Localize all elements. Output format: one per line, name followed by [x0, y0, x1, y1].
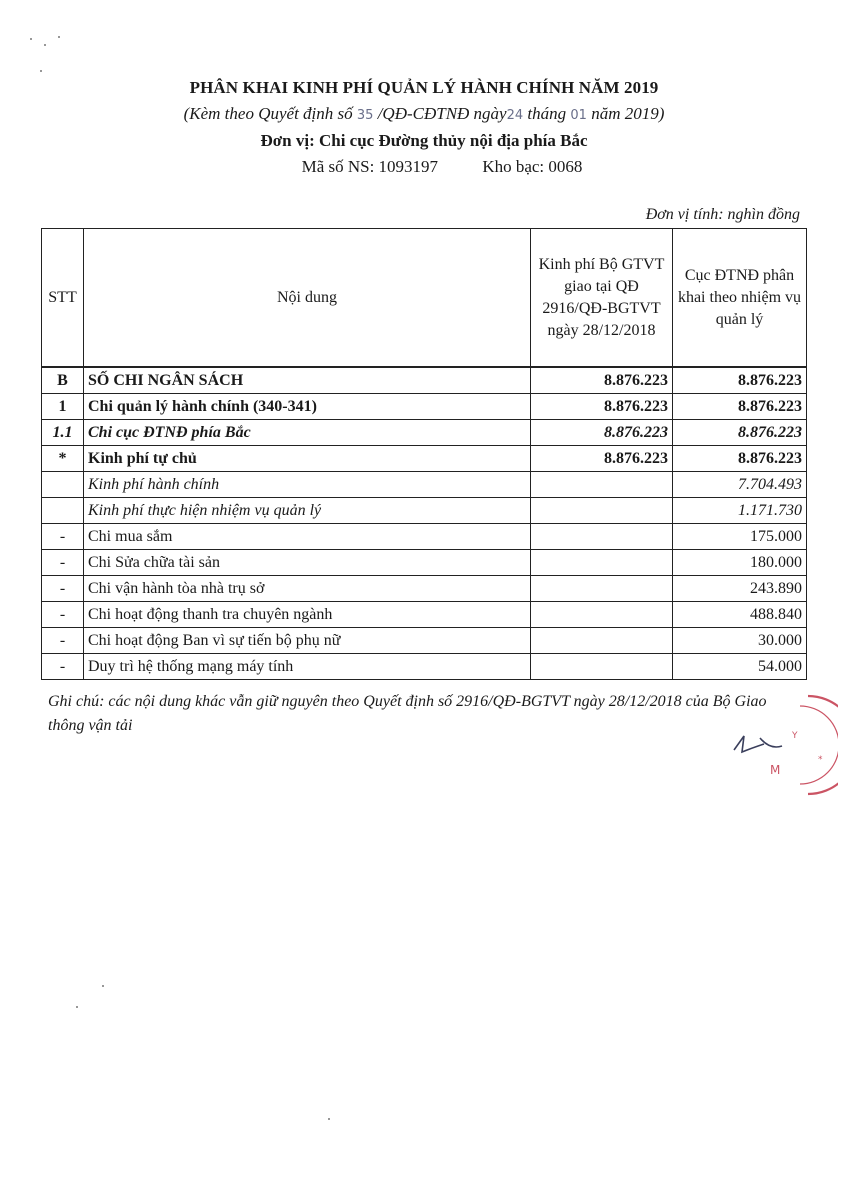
subtitle-month-label: tháng [527, 104, 567, 123]
row-bureau-amount-cell: 54.000 [673, 654, 807, 680]
row-stt-cell: 1.1 [42, 420, 84, 446]
handwritten-decision-number: 35 [356, 108, 374, 123]
subtitle-middle: /QĐ-CĐTNĐ ngày [377, 104, 507, 123]
row-content-cell: Chi hoạt động thanh tra chuyên ngành [84, 602, 531, 628]
table-row [42, 576, 807, 602]
row-ministry-amount-cell [531, 472, 673, 498]
row-bureau-amount-cell: 488.840 [673, 602, 807, 628]
row-stt-cell: - [42, 654, 84, 680]
row-ministry-amount-cell [531, 550, 673, 576]
scan-speck [76, 1006, 78, 1008]
column-header-bureau-allocation: Cục ĐTNĐ phân khai theo nhiệm vụ quản lý [673, 229, 807, 368]
table-header-row [42, 229, 807, 368]
row-stt-cell: - [42, 576, 84, 602]
subtitle-suffix: năm 2019) [591, 104, 665, 123]
organization-unit: Đơn vị: Chi cục Đường thủy nội địa phía Bắc [260, 131, 588, 150]
row-content-cell: Chi quản lý hành chính (340-341) [84, 394, 531, 420]
row-stt-cell: - [42, 628, 84, 654]
scan-speck [102, 985, 104, 987]
column-header-content: Nội dung [84, 229, 531, 368]
row-bureau-amount-cell: 1.171.730 [673, 498, 807, 524]
row-content-cell: Kinh phí tự chủ [84, 446, 531, 472]
scan-speck [40, 70, 42, 72]
row-ministry-amount-cell: 8.876.223 [531, 394, 673, 420]
row-stt-cell: B [42, 367, 84, 394]
table-row [42, 472, 807, 498]
row-bureau-amount-cell: 8.876.223 [673, 446, 807, 472]
svg-text:Y: Y [792, 731, 798, 741]
table-row [42, 446, 807, 472]
scan-speck [328, 1118, 330, 1120]
handwritten-day: 24 [506, 108, 524, 123]
row-content-cell: Chi cục ĐTNĐ phía Bắc [84, 420, 531, 446]
row-bureau-amount-cell: 180.000 [673, 550, 807, 576]
table-row [42, 524, 807, 550]
document-title: PHÂN KHAI KINH PHÍ QUẢN LÝ HÀNH CHÍNH NĂM 2019 [189, 78, 659, 97]
row-ministry-amount-cell [531, 576, 673, 602]
table-row [42, 394, 807, 420]
row-ministry-amount-cell: 8.876.223 [531, 420, 673, 446]
row-stt-cell: - [42, 550, 84, 576]
scan-speck [30, 38, 32, 40]
decision-reference [0, 104, 848, 124]
row-content-cell: Duy trì hệ thống mạng máy tính [84, 654, 531, 680]
table-row [42, 420, 807, 446]
svg-text:*: * [818, 755, 823, 765]
row-ministry-amount-cell [531, 498, 673, 524]
table-row [42, 654, 807, 680]
treasury-code: Kho bạc: 0068 [482, 157, 583, 176]
row-bureau-amount-cell: 8.876.223 [673, 367, 807, 394]
column-header-ministry-budget: Kinh phí Bộ GTVT giao tại QĐ 2916/QĐ-BGTVT ngày 28/12/2018 [531, 229, 673, 368]
row-content-cell: Chi mua sắm [84, 524, 531, 550]
table-row [42, 602, 807, 628]
row-bureau-amount-cell: 30.000 [673, 628, 807, 654]
row-content-cell: SỐ CHI NGÂN SÁCH [84, 367, 531, 394]
row-ministry-amount-cell: 8.876.223 [531, 446, 673, 472]
scan-speck [44, 44, 46, 46]
budget-code: Mã số NS: 1093197 [301, 157, 439, 176]
scan-speck [58, 36, 60, 38]
budget-table [41, 228, 807, 680]
row-bureau-amount-cell: 7.704.493 [673, 472, 807, 498]
row-bureau-amount-cell: 243.890 [673, 576, 807, 602]
table-row [42, 628, 807, 654]
row-stt-cell [42, 498, 84, 524]
official-seal-stamp [748, 690, 838, 800]
handwritten-month: 01 [570, 108, 587, 123]
row-content-cell: Chi vận hành tòa nhà trụ sở [84, 576, 531, 602]
row-stt-cell: * [42, 446, 84, 472]
row-content-cell: Kinh phí hành chính [84, 472, 531, 498]
row-content-cell: Kinh phí thực hiện nhiệm vụ quản lý [84, 498, 531, 524]
svg-text:M: M [770, 763, 781, 777]
row-content-cell: Chi Sửa chữa tài sản [84, 550, 531, 576]
currency-unit: Đơn vị tính: nghìn đồng [645, 206, 800, 223]
table-row [42, 498, 807, 524]
table-row [42, 367, 807, 394]
row-stt-cell: 1 [42, 394, 84, 420]
row-ministry-amount-cell [531, 654, 673, 680]
footnote: Ghi chú: các nội dung khác vẫn giữ nguyên theo Quyết định số 2916/QĐ-BGTVT ngày 28/12/2018 của Bộ Giao thông vận tải [48, 693, 767, 734]
row-ministry-amount-cell: 8.876.223 [531, 367, 673, 394]
row-bureau-amount-cell: 175.000 [673, 524, 807, 550]
row-ministry-amount-cell [531, 602, 673, 628]
column-header-stt: STT [42, 229, 84, 368]
row-stt-cell: - [42, 524, 84, 550]
row-stt-cell [42, 472, 84, 498]
row-bureau-amount-cell: 8.876.223 [673, 420, 807, 446]
row-stt-cell: - [42, 602, 84, 628]
row-content-cell: Chi hoạt động Ban vì sự tiến bộ phụ nữ [84, 628, 531, 654]
table-row [42, 550, 807, 576]
code-line [0, 157, 848, 177]
row-bureau-amount-cell: 8.876.223 [673, 394, 807, 420]
subtitle-prefix: (Kèm theo Quyết định số [183, 104, 353, 123]
row-ministry-amount-cell [531, 628, 673, 654]
row-ministry-amount-cell [531, 524, 673, 550]
